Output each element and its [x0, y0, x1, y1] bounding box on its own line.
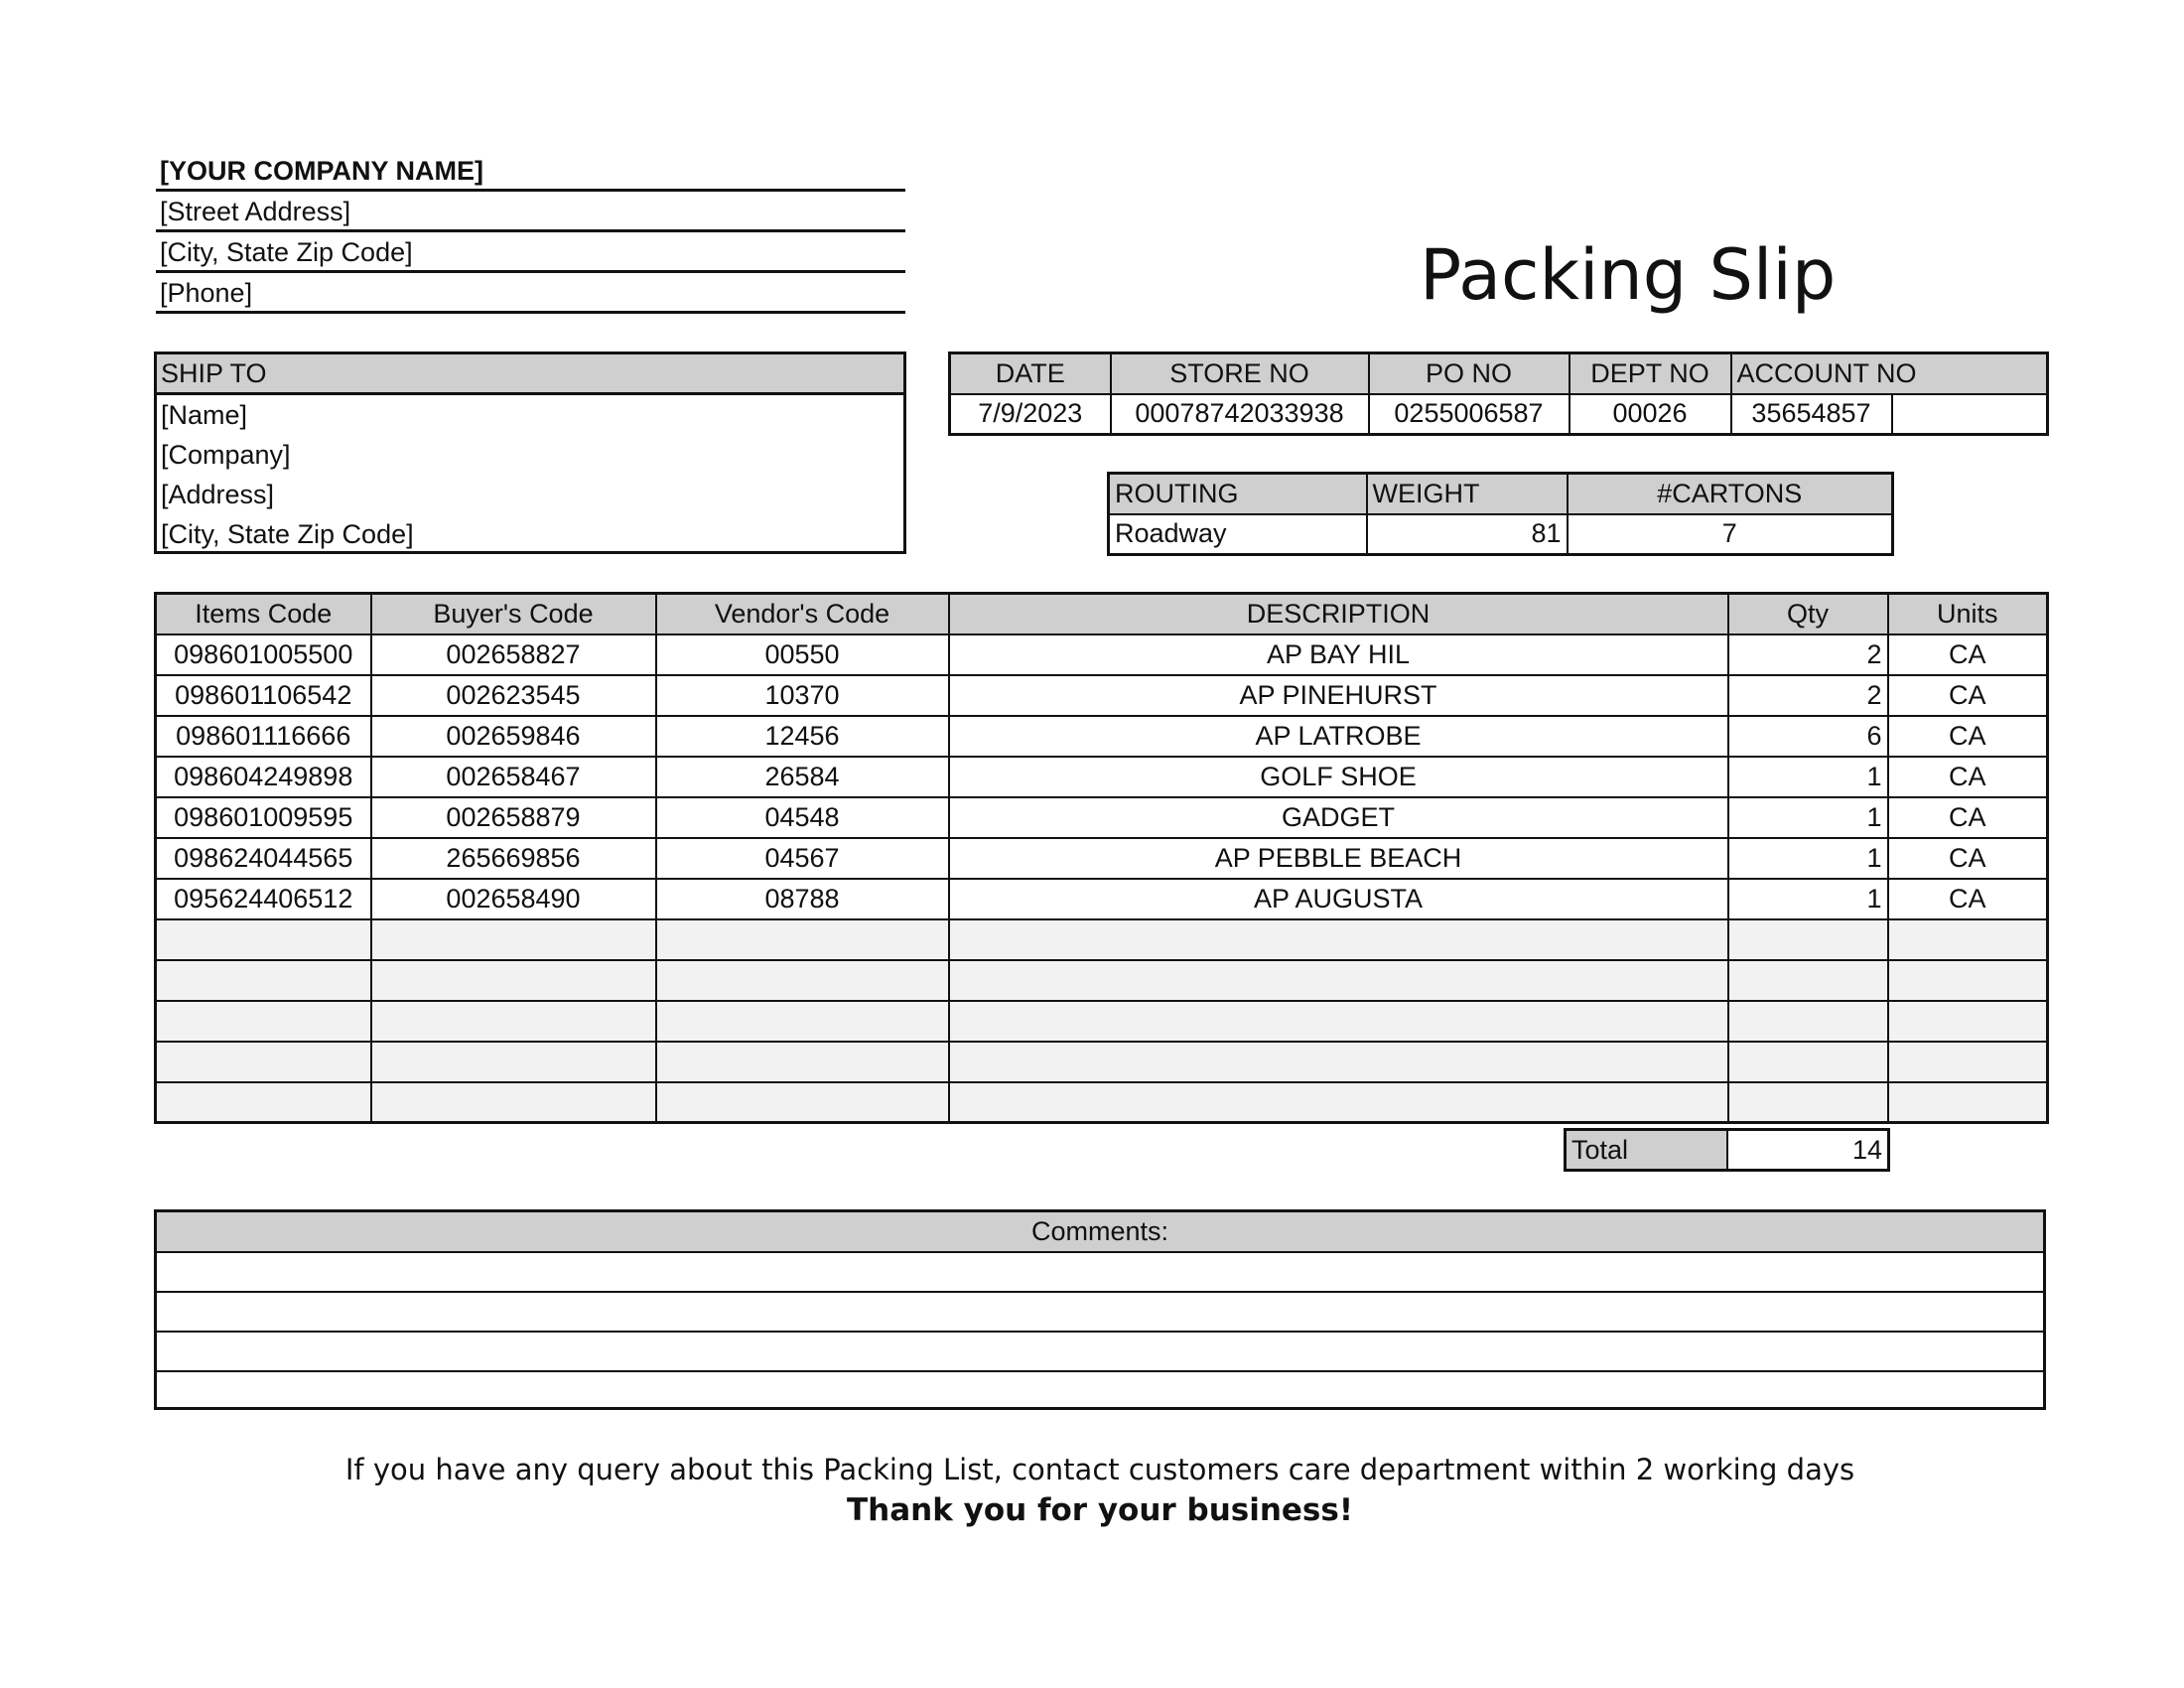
items-header-qty: Qty [1728, 594, 1888, 634]
vendor-code: 04548 [656, 797, 949, 838]
ship-to-address: [Address] [161, 480, 275, 509]
ship-to-box [154, 352, 906, 554]
empty-table-row [156, 919, 2048, 960]
shipping-value-row [1109, 514, 1893, 555]
company-city: [City, State Zip Code] [156, 232, 905, 273]
item-qty: 1 [1728, 757, 1888, 797]
items-table [154, 592, 2049, 1124]
item-code: 098624044565 [156, 838, 371, 879]
order-blank-cell [1892, 394, 2048, 435]
company-phone: [Phone] [156, 273, 905, 314]
buyer-code: 002658827 [371, 634, 656, 675]
item-qty: 1 [1728, 879, 1888, 919]
vendor-code: 04567 [656, 838, 949, 879]
vendor-code: 12456 [656, 716, 949, 757]
empty-table-row [156, 960, 2048, 1001]
comments-label: Comments: [157, 1212, 2043, 1253]
item-units: CA [1888, 757, 2048, 797]
buyer-code: 002623545 [371, 675, 656, 716]
company-street: [Street Address] [156, 192, 905, 232]
table-row [156, 838, 2048, 879]
item-units: CA [1888, 675, 2048, 716]
item-code: 098601009595 [156, 797, 371, 838]
ship-to-company: [Company] [161, 440, 291, 470]
order-header-dept-no: DEPT NO [1570, 353, 1731, 394]
item-description: AP PEBBLE BEACH [949, 838, 1728, 879]
table-row [156, 797, 2048, 838]
empty-table-row [156, 1042, 2048, 1082]
items-header-description: DESCRIPTION [949, 594, 1728, 634]
table-row [156, 757, 2048, 797]
buyer-code: 265669856 [371, 838, 656, 879]
vendor-code: 26584 [656, 757, 949, 797]
ship-to-label: SHIP TO [157, 354, 903, 395]
total-label: Total [1566, 1130, 1727, 1171]
comments-line[interactable] [157, 1293, 2043, 1333]
empty-table-row [156, 1082, 2048, 1123]
item-code: 098601106542 [156, 675, 371, 716]
item-qty: 1 [1728, 838, 1888, 879]
item-code: 098604249898 [156, 757, 371, 797]
item-description: AP AUGUSTA [949, 879, 1728, 919]
table-row [156, 879, 2048, 919]
item-qty: 2 [1728, 634, 1888, 675]
order-store-no: 00078742033938 [1111, 394, 1369, 435]
company-name: [YOUR COMPANY NAME] [156, 151, 905, 192]
order-header-date: DATE [950, 353, 1111, 394]
shipping-header-weight: WEIGHT [1367, 474, 1568, 514]
buyer-code: 002659846 [371, 716, 656, 757]
buyer-code: 002658467 [371, 757, 656, 797]
buyer-code: 002658879 [371, 797, 656, 838]
shipping-header-routing: ROUTING [1109, 474, 1367, 514]
item-units: CA [1888, 634, 2048, 675]
shipping-header-row [1109, 474, 1893, 514]
item-qty: 6 [1728, 716, 1888, 757]
vendor-code: 08788 [656, 879, 949, 919]
item-description: GOLF SHOE [949, 757, 1728, 797]
order-header-po-no: PO NO [1369, 353, 1570, 394]
page-title: Packing Slip [1420, 234, 1837, 316]
item-code: 098601116666 [156, 716, 371, 757]
items-header-buyers-code: Buyer's Code [371, 594, 656, 634]
items-header-vendors-code: Vendor's Code [656, 594, 949, 634]
item-units: CA [1888, 716, 2048, 757]
item-qty: 1 [1728, 797, 1888, 838]
order-date: 7/9/2023 [950, 394, 1111, 435]
item-description: AP BAY HIL [949, 634, 1728, 675]
item-units: CA [1888, 838, 2048, 879]
ship-to-city: [City, State Zip Code] [161, 519, 414, 549]
order-info-header-row [950, 353, 2048, 394]
shipping-header-cartons: #CARTONS [1568, 474, 1893, 514]
comments-line[interactable] [157, 1253, 2043, 1293]
item-description: AP PINEHURST [949, 675, 1728, 716]
shipping-routing: Roadway [1109, 514, 1367, 555]
item-code: 098601005500 [156, 634, 371, 675]
buyer-code: 002658490 [371, 879, 656, 919]
items-header-row [156, 594, 2048, 634]
comments-box [154, 1209, 2046, 1410]
item-code: 095624406512 [156, 879, 371, 919]
table-row [156, 675, 2048, 716]
order-po-no: 0255006587 [1369, 394, 1570, 435]
item-description: GADGET [949, 797, 1728, 838]
footer-note: If you have any query about this Packing List, contact customers care department within 2 working days [344, 1453, 1855, 1486]
shipping-cartons: 7 [1568, 514, 1893, 555]
order-info-value-row [950, 394, 2048, 435]
item-description: AP LATROBE [949, 716, 1728, 757]
ship-to-name: [Name] [161, 400, 248, 430]
item-units: CA [1888, 879, 2048, 919]
comments-line[interactable] [157, 1333, 2043, 1372]
order-account-no: 35654857 [1731, 394, 1892, 435]
shipping-weight: 81 [1367, 514, 1568, 555]
order-dept-no: 00026 [1570, 394, 1731, 435]
empty-table-row [156, 1001, 2048, 1042]
item-units: CA [1888, 797, 2048, 838]
vendor-code: 00550 [656, 634, 949, 675]
shipping-table [1107, 472, 1894, 556]
item-qty: 2 [1728, 675, 1888, 716]
vendor-code: 10370 [656, 675, 949, 716]
order-header-account-no: ACCOUNT NO [1731, 353, 2048, 394]
comments-line[interactable] [157, 1372, 2043, 1412]
total-value: 14 [1727, 1130, 1889, 1171]
order-header-store-no: STORE NO [1111, 353, 1369, 394]
table-row [156, 716, 2048, 757]
footer-thanks: Thank you for your business! [847, 1492, 1353, 1528]
order-info-table [948, 352, 2049, 436]
items-header-units: Units [1888, 594, 2048, 634]
items-header-items-code: Items Code [156, 594, 371, 634]
table-row [156, 634, 2048, 675]
total-table [1564, 1128, 1890, 1172]
